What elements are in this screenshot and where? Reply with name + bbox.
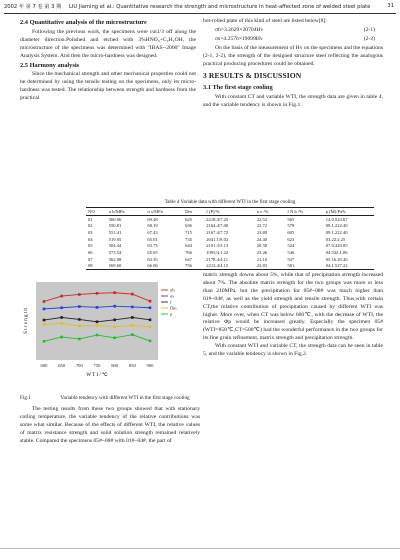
- bottom-right-text-1: matrix strength downs about 5%, while that of precipitation strength increased about 7%. The absolute matrix strength for the two groups was more or less than 210MPa, but the precipitation for 05#~08# was much higher than 01#~04#, as well as the yield strength and tensile strength. Thus,with certain CT,the relative contribution of precipitation caused by different WTI was higher. More over, when CT was below 600℃, with the decrease of WTI, the relative Φp would be increased greatly. Especially the specimen 05# (WTI=850℃,CT=500℃) had the wonderful performance in the two groups for its fine grain refinement, matrix strength and precipitation strength.: [203, 272, 383, 342]
- data-point: [78, 318, 81, 321]
- table-header-cell: f N b /%: [287, 208, 304, 214]
- table-cell: 68.19: [147, 223, 158, 229]
- data-point: [78, 305, 81, 308]
- table-cell: 735: [185, 236, 192, 242]
- data-point: [131, 333, 134, 336]
- data-point: [113, 305, 116, 308]
- x-axis-label: W T I / ℃: [86, 373, 108, 378]
- header-rule: [4, 13, 396, 14]
- section-3-heading: 3 RESULTS & DISCUSSION: [203, 71, 302, 81]
- equations-intro: hot-rolled plate of this kind of steel are listed below[8]:: [203, 18, 327, 24]
- table-cell: 605: [287, 229, 295, 235]
- table-cell: 625: [185, 216, 192, 222]
- table-cell: 08: [88, 263, 93, 269]
- table-cell: 63.35: [147, 256, 158, 262]
- section-2-5-text: Since the mechanical strength and other mechanical properties could not be determined by using the tensile testing on the specimens, only its micro-hardness was tested. The relationship between strength and hardness from the practical: [20, 71, 196, 102]
- section-2-4-heading: 2.4 Quantitative analysis of the microstructure: [20, 19, 147, 26]
- table-cell: 2101.3/3.13: [206, 243, 229, 249]
- table-cell: 09.1.222.40: [325, 223, 348, 229]
- table-cell: 22.83: [256, 263, 268, 269]
- table-cell: 550.81: [108, 223, 122, 229]
- table-cell: 63.75: [147, 243, 158, 249]
- table-cell: 09.1.222.40: [325, 229, 348, 235]
- table-cell: 546: [287, 249, 295, 255]
- table-cell: 05.16.20.40: [325, 256, 348, 262]
- table-cell: 2167.4/7.72: [206, 229, 229, 235]
- data-point: [43, 319, 46, 322]
- legend-label: σs: [170, 293, 175, 299]
- data-point: [96, 320, 99, 323]
- table-cell: 65.05: [147, 249, 158, 255]
- table-header-cell: n e /%: [256, 208, 269, 214]
- table-cell: 67.43: [147, 229, 158, 235]
- data-point: [113, 326, 116, 329]
- data-point: [131, 306, 134, 309]
- legend-label: σb: [170, 287, 175, 293]
- x-tick-label: 600: [40, 363, 48, 368]
- table-cell: 03.22.2.25: [325, 236, 346, 242]
- table-cell: 23.46: [256, 249, 268, 255]
- table-cell: 504.44: [108, 243, 122, 249]
- table-cell: 14.0.524.67: [325, 216, 348, 222]
- data-point: [96, 306, 99, 309]
- table-cell: 22.52: [256, 216, 268, 222]
- table-row: [86, 263, 374, 270]
- data-point: [60, 316, 63, 319]
- x-tick-label: 800: [111, 363, 119, 368]
- table-cell: 2213.4/4.15: [206, 263, 229, 269]
- data-point: [149, 340, 152, 343]
- section-2-5-heading: 2.5 Harmony analysis: [20, 61, 80, 69]
- table-header-cell: ρ (M)/Pa%: [325, 208, 346, 214]
- equation-2-2: [203, 36, 383, 44]
- table-cell: 2178.4/4.11: [206, 256, 229, 262]
- header-title: LIU Jiaming et al.: Quantitative research the strength and microstructure in heat-affected zone of welded steel plate: [68, 4, 371, 10]
- table-row: [86, 215, 374, 222]
- header-journal: 2002 年 第 7 卷 第 3 期: [4, 4, 62, 10]
- data-point: [43, 323, 46, 326]
- right-column: [203, 18, 383, 110]
- x-tick-label: 650: [58, 363, 66, 368]
- data-point: [60, 322, 63, 325]
- table-cell: 569.60: [108, 263, 122, 269]
- equation-2-1: [203, 27, 383, 35]
- data-point: [96, 292, 99, 295]
- table-cell: 1095/4.1.22: [206, 249, 229, 255]
- data-point: [113, 319, 116, 322]
- table-cell: 573.54: [108, 249, 122, 255]
- table-cell: 06: [88, 249, 93, 255]
- table-header-row: [86, 208, 374, 216]
- data-point: [78, 338, 81, 341]
- x-tick-label: 750: [93, 363, 101, 368]
- table-cell: 69.48: [147, 216, 158, 222]
- equation-2-1-formula: σb=3.2629×20704Hv: [215, 26, 264, 33]
- table-cell: 562.08: [108, 256, 122, 262]
- section-3-1-heading: 3.1 The first stage cooling: [203, 84, 273, 92]
- table-4: [86, 200, 374, 270]
- table-body: [86, 215, 374, 270]
- table-cell: 23.80: [256, 229, 268, 235]
- table-cell: 02: [88, 223, 93, 229]
- table-header-cell: σ b/MPa: [108, 208, 125, 214]
- data-point: [131, 316, 134, 319]
- data-point: [113, 291, 116, 294]
- table-cell: 551.41: [108, 229, 122, 235]
- data-point: [60, 295, 63, 298]
- table-cell: 01: [88, 216, 93, 222]
- data-point: [149, 326, 152, 329]
- table-cell: 07.0.420.05: [325, 243, 348, 249]
- figure-1-caption: [20, 395, 200, 402]
- data-point: [78, 293, 81, 296]
- table-cell: 66.06: [147, 263, 158, 269]
- header-page-number: 31: [387, 3, 394, 9]
- bottom-right-text-2: With constant WTI and variable CT, the strength data can be seen in table 5, and the variable tendency is shown in Fig.2.: [203, 343, 383, 358]
- data-point: [96, 324, 99, 327]
- x-tick-label: 850: [128, 363, 136, 368]
- table-cell: 03: [88, 229, 93, 235]
- figure-1-label: Fig.1: [20, 395, 31, 401]
- table-cell: 2218.4/7.25: [206, 216, 229, 222]
- figure-1-caption-text: Variable tendency with different WTI in the first stage cooling: [60, 395, 190, 401]
- table-cell: 766: [185, 249, 192, 255]
- table-cell: 636: [185, 223, 192, 229]
- data-point: [131, 324, 134, 327]
- equation-2-2-formula: σs=4.2576×19099Hv: [215, 35, 263, 42]
- section-2-4-text: Following the previous work, the specimens were cut1/3 off along the diameter direction.Polished and etched with 3%HNO₃+C₂H₅OH, the microstructure of the specimens was determined with "IBAS--2000" Image Analysis System. And then the micro-hardness was designed.: [20, 28, 196, 59]
- table-row: [86, 256, 374, 263]
- data-point: [149, 300, 152, 303]
- data-point: [149, 319, 152, 322]
- table-cell: 537: [287, 256, 295, 262]
- legend-label: Dm: [170, 305, 177, 311]
- table-cell: 24.40: [256, 236, 268, 242]
- table-cell: 715: [185, 229, 192, 235]
- table-cell: 22.72: [256, 223, 268, 229]
- data-point: [60, 336, 63, 339]
- table-cell: 05: [88, 243, 93, 249]
- data-point: [131, 293, 134, 296]
- equation-2-2-number: (2-2): [363, 35, 375, 42]
- table-cell: 647: [185, 256, 192, 262]
- table-cell: 644: [185, 243, 192, 249]
- table-cell: 2041.1/8.02: [206, 236, 229, 242]
- x-tick-label: 700: [75, 363, 83, 368]
- data-table: [86, 207, 374, 270]
- equation-2-1-number: (2-1): [363, 26, 375, 33]
- table-cell: 04.532.1.06: [325, 249, 348, 255]
- table-cell: 578: [287, 223, 295, 229]
- table-row: [86, 242, 374, 249]
- data-point: [113, 336, 116, 339]
- table-cell: 07: [88, 256, 93, 262]
- equations-followup: On the basis of the measurement of Hv on the specimens and the equations (2-1, 2-2), the strength of the designed structure steel reflecting the analogous practical producing procedures could be obtained.: [203, 44, 383, 67]
- table-cell: 560.06: [108, 216, 122, 222]
- table-header-cell: σ s/MPa: [147, 208, 163, 214]
- table-4-caption: Table 4 Variable data with different WTI in the first stage cooling: [164, 200, 296, 205]
- figure-1-chart: [20, 276, 196, 386]
- table-header-cell: NO: [88, 208, 95, 214]
- table-header-cell: Dm: [185, 208, 192, 214]
- figure-1-block: [20, 276, 200, 446]
- table-header-cell: f (P)/%: [206, 208, 220, 214]
- table-cell: 20.58: [256, 243, 268, 249]
- data-point: [149, 306, 152, 309]
- y-axis-label: S t r e n g t h: [24, 308, 29, 334]
- table-cell: 581: [287, 263, 295, 269]
- bottom-left-text: The testing results from these two groups showed that with stationary colling temperature, the variable tendency of the relative contributions was some what similar. Because of the effects of different WTI, the relative values of matrix resistance strength and solid solution strength remained relatively stable. Compared the specimens 05#~08# with 01#~04#, the part of: [20, 406, 200, 444]
- bottom-right-column: [203, 272, 383, 359]
- section-3-1-text: With constant CT and variable WTI, the strength data are given in table 4, and the variable tendency is shown in Fig.1.: [203, 94, 383, 109]
- data-point: [43, 340, 46, 343]
- legend-label: ρ: [170, 311, 173, 317]
- table-cell: 2164.4/7.00: [206, 223, 229, 229]
- running-header: [4, 3, 396, 13]
- table-cell: 756: [185, 263, 192, 269]
- data-point: [78, 325, 81, 328]
- table-row: [86, 236, 374, 243]
- table-row: [86, 222, 374, 229]
- x-tick-label: 900: [146, 363, 154, 368]
- table-cell: 565: [287, 216, 295, 222]
- data-point: [60, 306, 63, 309]
- legend-label: f: [170, 299, 172, 305]
- table-cell: 21.10: [256, 256, 268, 262]
- table-cell: 65.01: [147, 236, 158, 242]
- table-row: [86, 229, 374, 236]
- table-cell: 04.1.527.22: [325, 263, 348, 269]
- data-point: [96, 334, 99, 337]
- table-cell: 623: [287, 236, 295, 242]
- page-bottom-rule: [0, 548, 400, 549]
- table-cell: 524: [287, 243, 295, 249]
- table-cell: 04: [88, 236, 93, 242]
- left-column: [20, 18, 196, 103]
- data-point: [43, 300, 46, 303]
- table-row: [86, 249, 374, 256]
- data-point: [43, 308, 46, 311]
- table-cell: 519.05: [108, 236, 122, 242]
